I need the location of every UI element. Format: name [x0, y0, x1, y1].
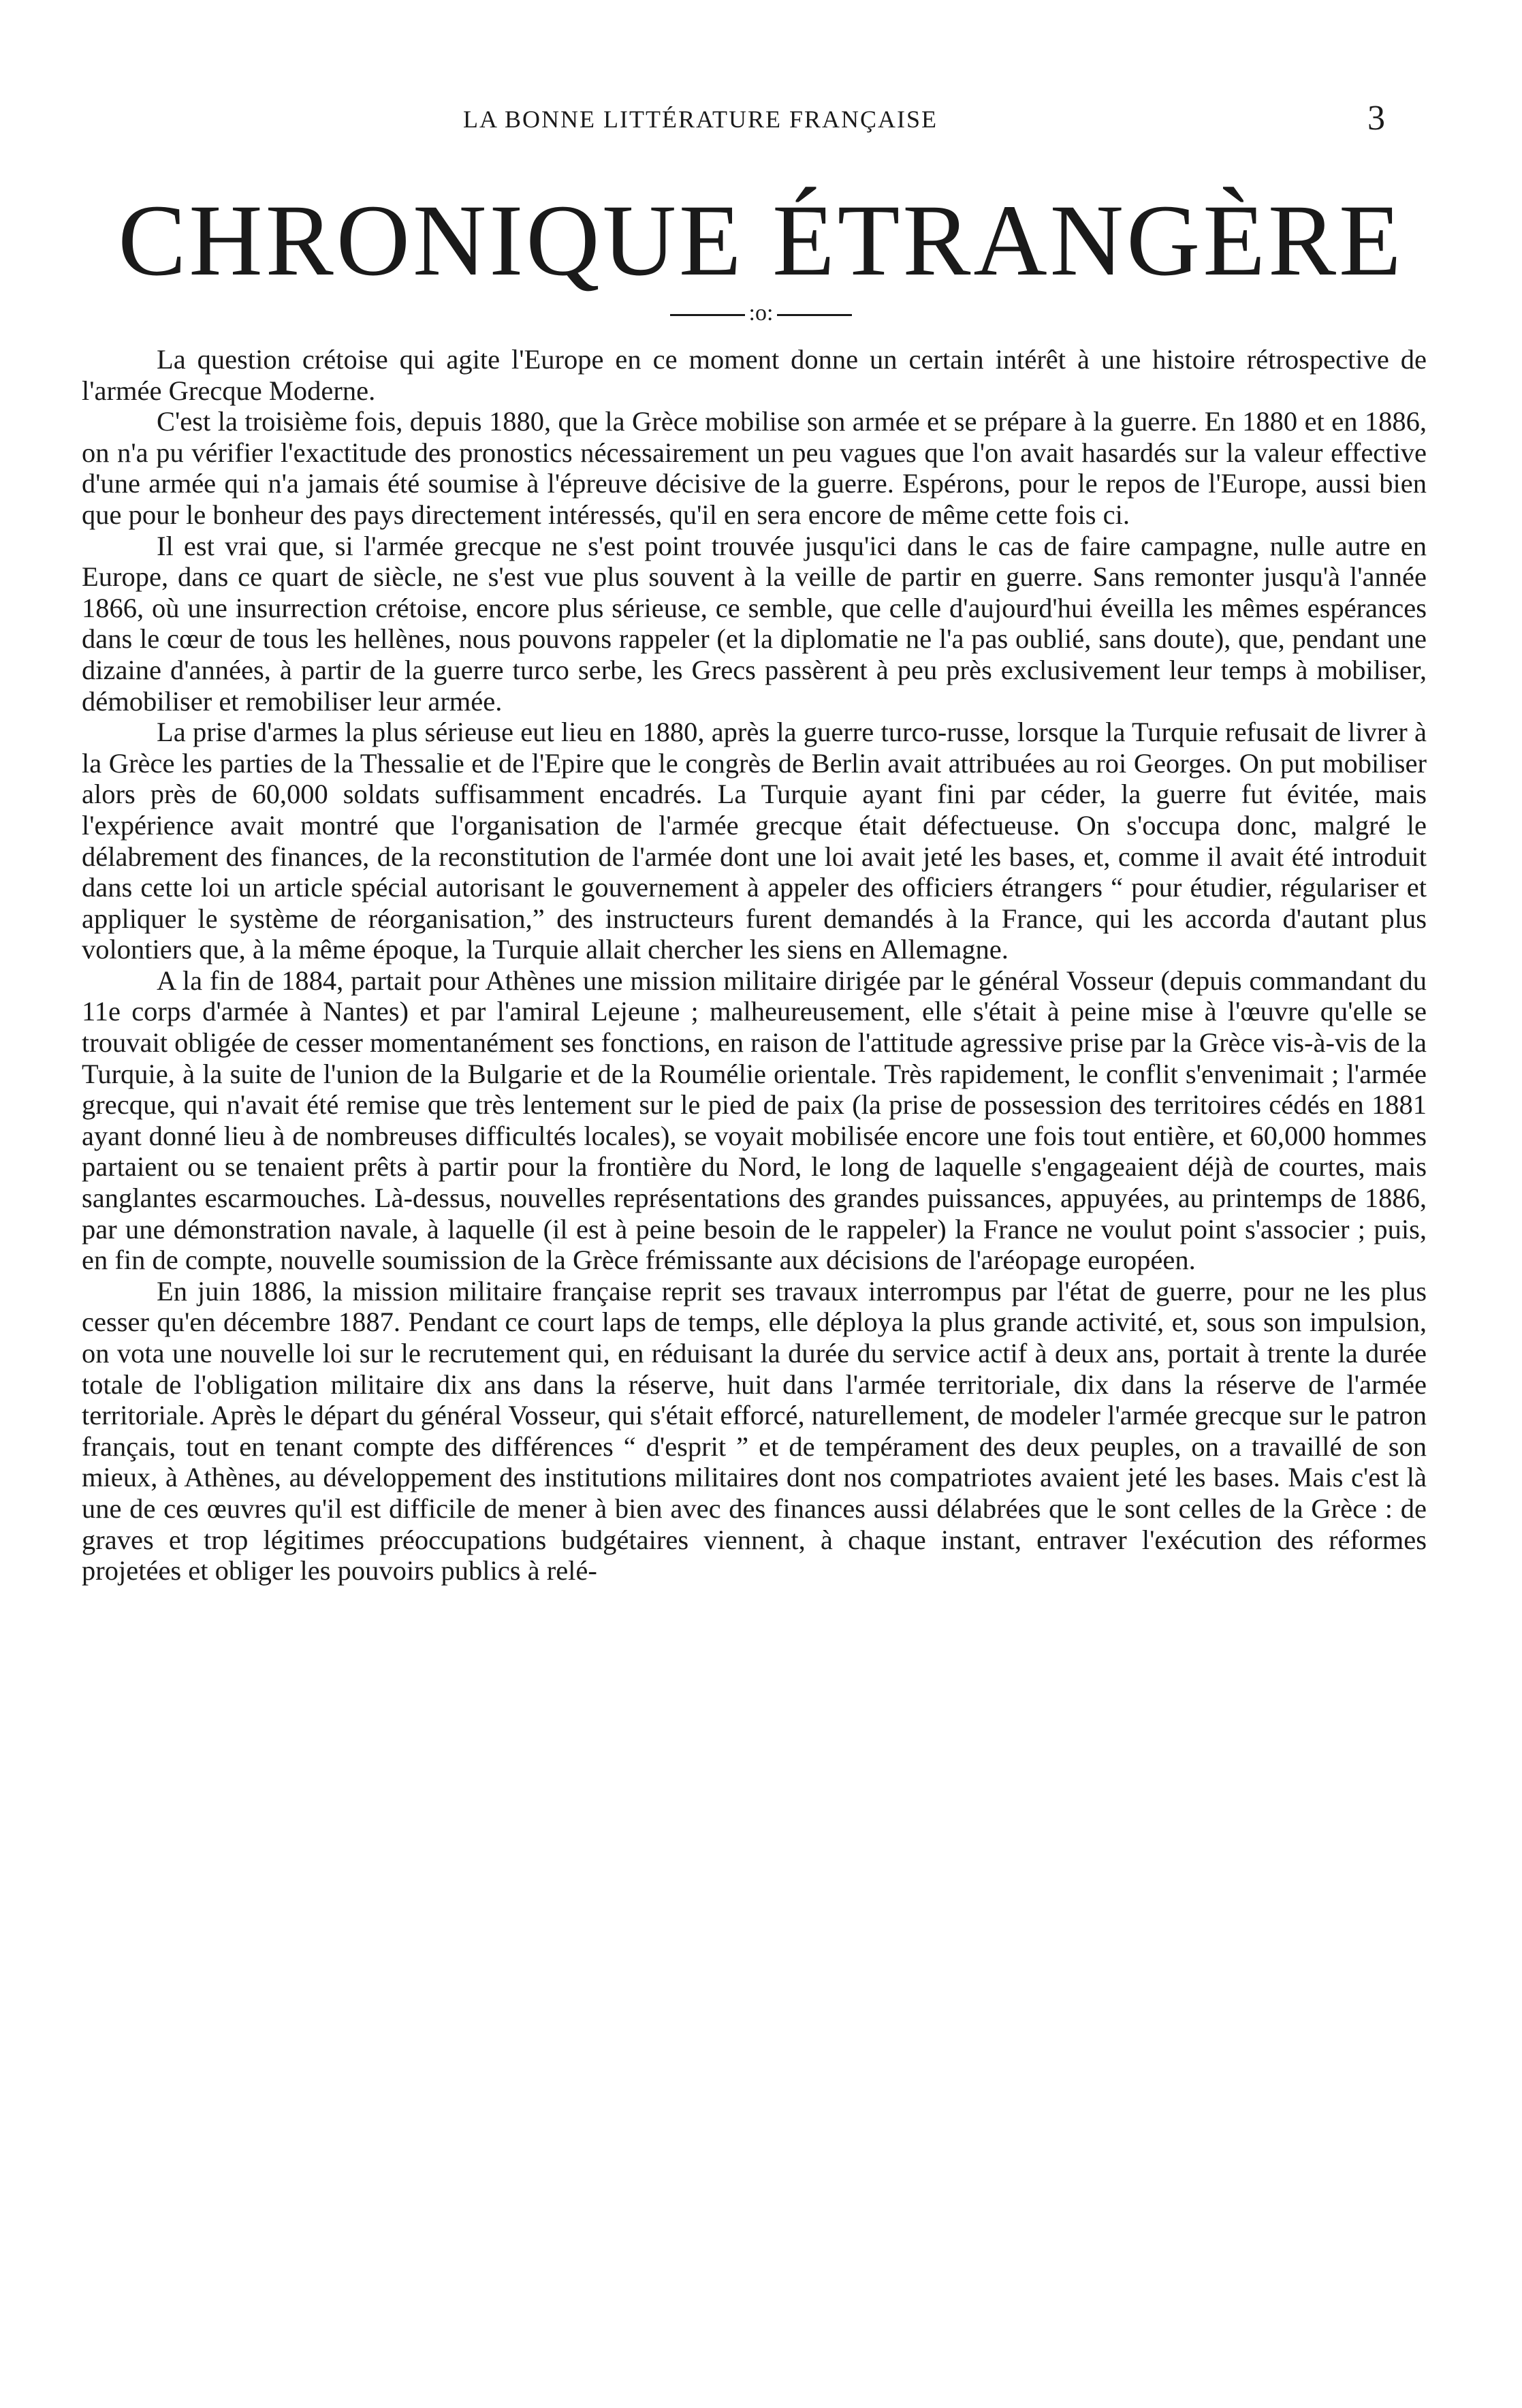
paragraph-5: A la fin de 1884, partait pour Athènes une mission militaire dirigée par le général Vosseur (depuis commandant du 11e corps d'armée à Nantes) et par l'amiral Lejeune ; malheureusement, elle s'était à peine mise à l'œuvre qu'elle se trouvait obligée de cesser momentanément ses fonctions, en raison de l'attitude agressive prise par la Grèce vis-à-vis de la Turquie, à la suite de l'union de la Bulgarie et de la Roumélie orientale. Très rapidement, le conflit s'envenimait ; l'armée grecque, qui n'avait été remise que très lentement sur le pied de paix (la prise de possession des territoires cédés en 1881 ayant donné lieu à de nombreuses difficultés locales), se voyait mobilisée encore une fois tout entière, et 60,000 hommes partaient ou se tenaient prêts à partir pour la frontière du Nord, le long de laquelle s'engageaient déjà de courtes, mais sanglantes escarmouches. Là-dessus, nouvelles représentations des grandes puissances, appuyées, au printemps de 1886, par une démonstration navale, à laquelle (il est à peine besoin de le rappeler) la France ne voulut point s'associer ; puis, en fin de compte, nouvelle soumission de la Grèce frémissante aux décisions de l'aréopage européen.	[82, 965, 1427, 1276]
paragraph-3: Il est vrai que, si l'armée grecque ne s'est point trouvée jusqu'ici dans le cas de faire campagne, nulle autre en Europe, dans ce quart de siècle, ne s'est vue plus souvent à la veille de partir en guerre. Sans remonter jusqu'à l'année 1866, où une insurrection crétoise, encore plus sérieuse, ce semble, que celle d'aujourd'hui éveilla les mêmes espérances dans le cœur de tous les hellènes, nous pouvons rappeler (et la diplomatie ne l'a pas oublié, sans doute), que, pendant une dizaine d'années, à partir de la guerre turco serbe, les Grecs passèrent à peu près exclusivement leur temps à mobiliser, démobiliser et remobiliser leur armée.	[82, 530, 1427, 717]
running-title: LA BONNE LITTÉRATURE FRANÇAISE	[463, 106, 938, 133]
page-number: 3	[1367, 99, 1385, 138]
article-body	[82, 344, 1427, 1586]
paragraph-2: C'est la troisième fois, depuis 1880, que la Grèce mobilise son armée et se prépare à la guerre. En 1880 et en 1886, on n'a pu vérifier l'exactitude des pronostics nécessairement un peu vagues que l'on avait hasardés sur la valeur effective d'une armée qui n'a jamais été soumise à l'épreuve décisive de la guerre. Espérons, pour le repos de l'Europe, aussi bien que pour le bonheur des pays directement intéressés, qu'il en sera encore de même cette fois ci.	[82, 406, 1427, 530]
chapter-title: CHRONIQUE ÉTRANGÈRE	[118, 184, 1404, 297]
separator-rule-right	[777, 314, 852, 316]
separator-rule-left	[670, 314, 745, 316]
section-separator	[0, 300, 1522, 327]
paragraph-1: La question crétoise qui agite l'Europe en ce moment donne un certain intérêt à une histoire rétrospective de l'armée Grecque Moderne.	[82, 344, 1427, 406]
paragraph-4: La prise d'armes la plus sérieuse eut lieu en 1880, après la guerre turco-russe, lorsque la Turquie refusait de livrer à la Grèce les parties de la Thessalie et de l'Epire que le congrès de Berlin avait attribuées au roi Georges. On put mobiliser alors près de 60,000 soldats suffisamment encadrés. La Turquie ayant fini par céder, la guerre fut évitée, mais l'expérience avait montré que l'organisation de l'armée grecque était défectueuse. On s'occupa donc, malgré le délabrement des finances, de la reconstitution de l'armée dont une loi avait jeté les bases, et, comme il avait été introduit dans cette loi un article spécial autorisant le gouvernement à appeler des officiers étrangers “ pour étudier, régulariser et appliquer le système de réorganisation,” des instructeurs furent demandés à la France, qui les accorda d'autant plus volontiers que, à la même époque, la Turquie allait chercher les siens en Allemagne.	[82, 717, 1427, 965]
separator-ornament: :o:	[748, 300, 774, 326]
paragraph-6: En juin 1886, la mission militaire française reprit ses travaux interrompus par l'état de guerre, pour ne les plus cesser qu'en décembre 1887. Pendant ce court laps de temps, elle déploya la plus grande activité, et, sous son impulsion, on vota une nouvelle loi sur le recrutement qui, en réduisant la durée du service actif à deux ans, portait à trente la durée totale de l'obligation militaire dix ans dans la réserve, huit dans l'armée territoriale, dix dans la réserve de l'armée territoriale. Après le départ du général Vosseur, qui s'était efforcé, naturellement, de modeler l'armée grecque sur le patron français, tout en tenant compte des différences “ d'esprit ” et de tempérament des deux peuples, on a travaillé de son mieux, à Athènes, au développement des institutions militaires dont nos compatriotes avaient jeté les bases. Mais c'est là une de ces œuvres qu'il est difficile de mener à bien avec des finances aussi délabrées que le sont celles de la Grèce : de graves et trop légitimes préoccupations budgétaires viennent, à chaque instant, entraver l'exécution des réformes projetées et obliger les pouvoirs publics à relé-	[82, 1275, 1427, 1586]
running-head	[0, 99, 1522, 143]
